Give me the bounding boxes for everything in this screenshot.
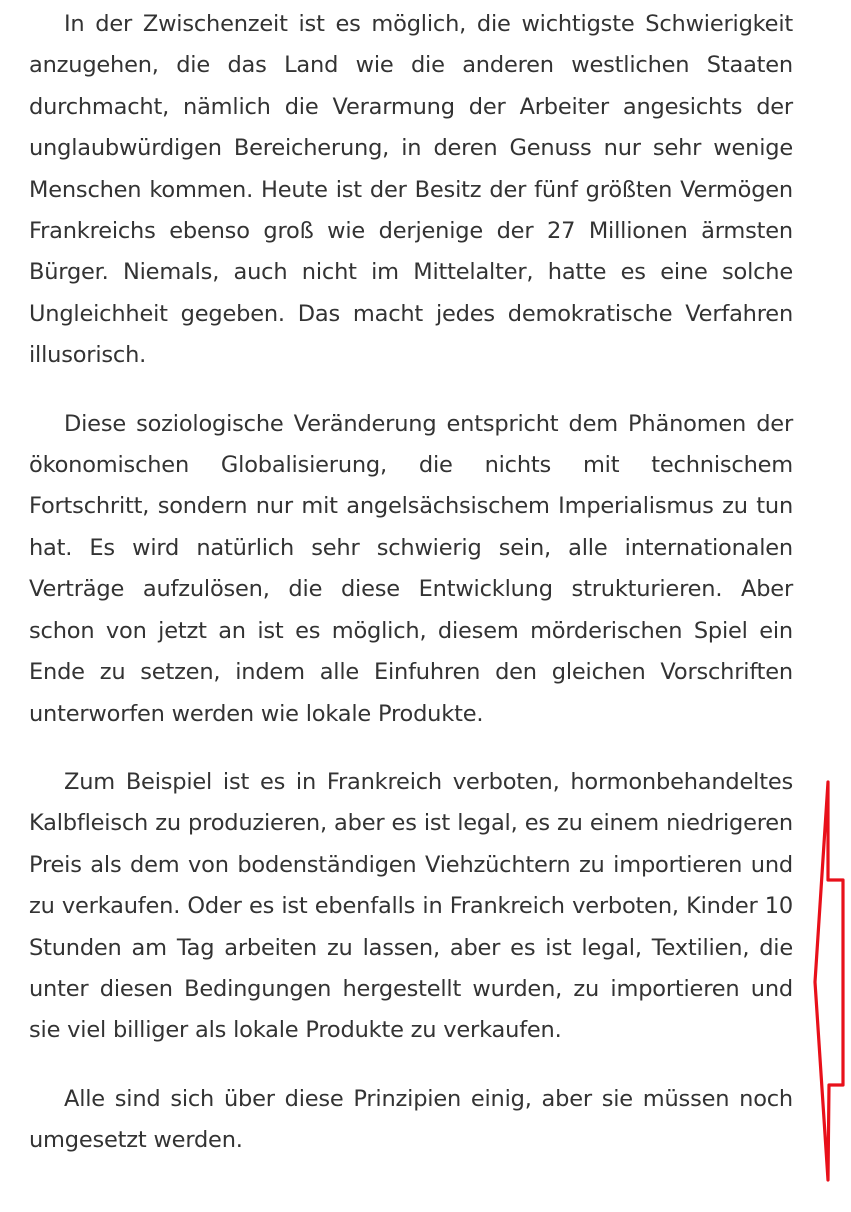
paragraph: Alle sind sich über diese Prinzipien einig, aber sie müssen noch umgesetzt werden. — [29, 1085, 793, 1154]
paragraph: Diese soziologische Veränderung entspricht dem Phänomen der ökonomischen Globalisierung, die nichts mit technischem Fortschritt, sondern nur mit angelsächsischem Imperialismus zu tun hat. Es wird natürlich sehr schwierig sein, alle internationalen Verträge aufzulösen, die diese Entwicklung strukturieren. Aber schon von jetzt an ist es möglich, diesem mörderischen Spiel ein Ende zu setzen, indem alle Einfuhren den gleichen Vorschriften unterworfen werden wie lokale Produkte. — [29, 410, 793, 727]
paragraph: Zum Beispiel ist es in Frankreich verboten, hormonbehandeltes Kalbfleisch zu produzieren, aber es ist legal, es zu einem niedrigeren Preis als dem von bodenständigen Viehzüchtern zu importieren und zu verkaufen. Oder es ist ebenfalls in Frankreich verboten, Kinder 10 Stunden am Tag arbeiten zu lassen, aber es ist legal, Textilien, die unter diesen Bedingungen hergestellt wurden, zu importieren und sie viel billiger als lokale Produkte zu verkaufen. — [29, 768, 793, 1044]
paragraph: In der Zwischenzeit ist es möglich, die wichtigste Schwierigkeit anzugehen, die das Land wie die anderen westlichen Staaten durchmacht, nämlich die Verarmung der Arbeiter angesichts der unglaubwürdigen Bereicherung, in deren Genuss nur sehr wenige Menschen kommen. Heute ist der Besitz der fünf größten Vermögen Frankreichs ebenso groß wie derjenige der 27 Millionen ärmsten Bürger. Niemals, auch nicht im Mittelalter, hatte es eine solche Ungleichheit gegeben. Das macht jedes demokratische Verfahren illusorisch. — [29, 11, 793, 369]
red-bracket-annotation-icon — [800, 770, 851, 1190]
article-body — [29, 0, 793, 1162]
